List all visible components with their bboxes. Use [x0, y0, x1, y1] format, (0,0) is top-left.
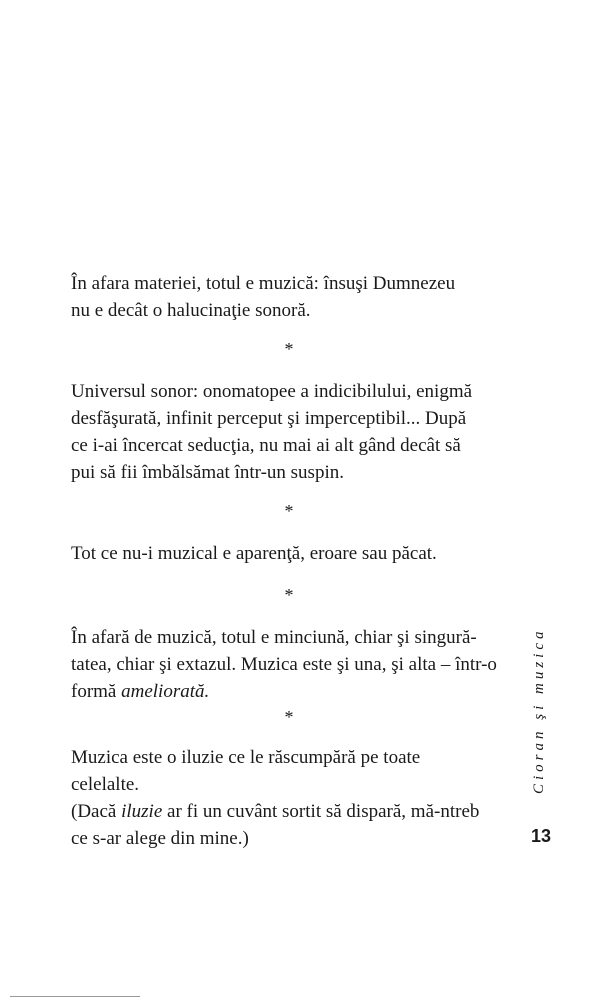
text-line — [71, 678, 511, 705]
paragraph-3 — [71, 540, 511, 567]
text-line: nu e decât o halucinaţie sonoră. — [71, 300, 311, 321]
text-line — [71, 798, 511, 825]
paragraph-2 — [71, 378, 511, 486]
text-line: ce i-ai încercat seducţia, nu mai ai alt gând decât să — [71, 435, 461, 456]
separator-star: * — [284, 585, 294, 605]
scan-edge-line — [10, 996, 140, 997]
page-number: 13 — [531, 826, 552, 846]
text-line: Muzica este o iluzie ce le răscumpără pe toate — [71, 747, 421, 768]
separator-star: * — [284, 339, 294, 359]
paragraph-5 — [71, 744, 511, 852]
text-line: pui să fii îmbălsămat într-un suspin. — [71, 462, 344, 483]
text-line: celelalte. — [71, 774, 140, 795]
emphasized-word: iluzie — [121, 801, 163, 822]
emphasized-word: ameliorată. — [121, 681, 210, 702]
text-line: În afara materiei, totul e muzică: însuşi Dumnezeu — [71, 273, 456, 294]
running-head: Cioran şi muzica — [531, 627, 547, 794]
separator-star: * — [284, 501, 294, 521]
text-line: desfăşurată, infinit perceput şi imperceptibil... După — [71, 408, 467, 429]
text-line: tatea, chiar şi extazul. Muzica este şi una, şi alta – într-o — [71, 654, 497, 675]
paragraph-1 — [71, 270, 511, 324]
text-line: ce s-ar alege din mine.) — [71, 828, 249, 849]
text-line: În afară de muzică, totul e minciună, chiar şi singură- — [71, 627, 477, 648]
text-fragment: ar fi un cuvânt sortit să dispară, mă-ntreb — [162, 801, 480, 822]
text-line: Universul sonor: onomatopee a indicibilului, enigmă — [71, 381, 473, 402]
paragraph-4 — [71, 624, 511, 705]
text-fragment: (Dacă — [71, 801, 122, 822]
separator-star: * — [284, 707, 294, 727]
text-line: Tot ce nu-i muzical e aparenţă, eroare sau păcat. — [71, 543, 437, 564]
text-fragment: formă — [71, 681, 122, 702]
